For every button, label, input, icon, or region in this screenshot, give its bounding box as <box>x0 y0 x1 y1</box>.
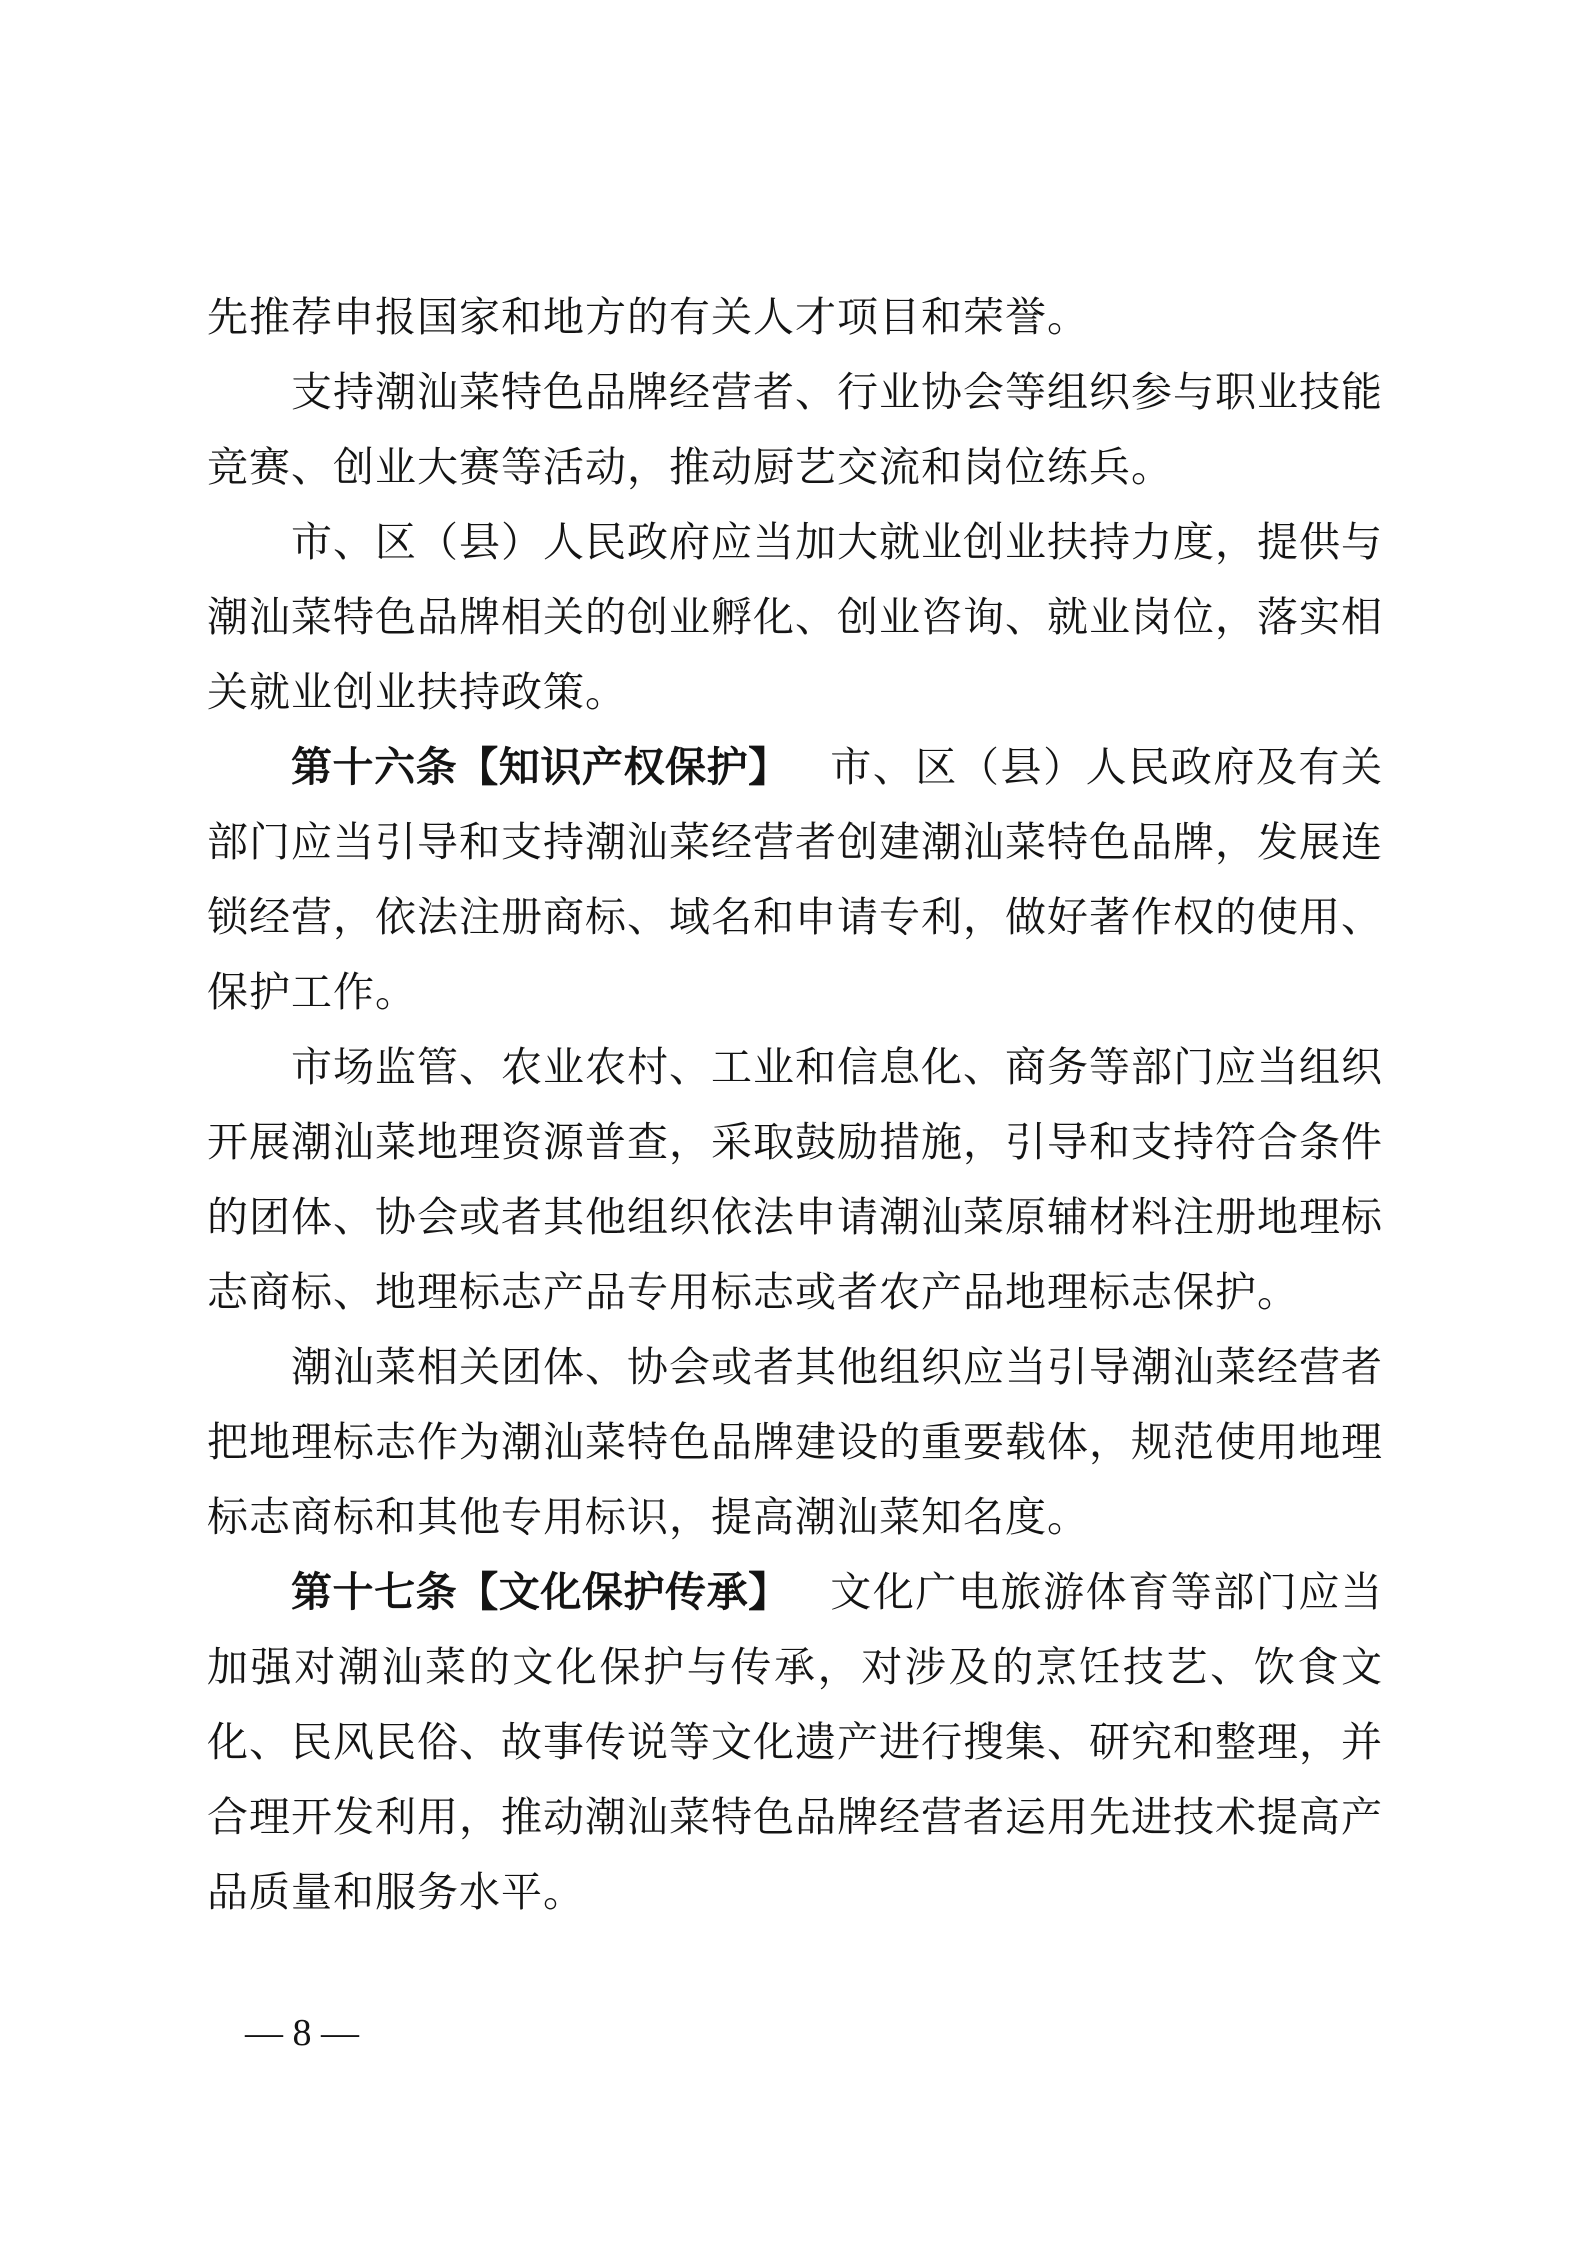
article-16-paragraph-geo-marks: 潮汕菜相关团体、协会或者其他组织应当引导潮汕菜经营者把地理标志作为潮汕菜特色品牌建设的重要载体，规范使用地理标志商标和其他专用标识，提高潮汕菜知名度。 <box>207 1343 1383 1541</box>
article-17-heading: 第十七条【文化保护传承】 <box>291 1568 790 1616</box>
paragraph-continuation: 先推荐申报国家和地方的有关人才项目和荣誉。 <box>207 293 1089 341</box>
article-17 <box>207 1555 1383 1930</box>
article-16 <box>207 730 1383 1030</box>
article-16-text: 市、区（县）人民政府及有关部门应当引导和支持潮汕菜经营者创建潮汕菜特色品牌，发展连锁经营，依法注册商标、域名和申请专利，做好著作权的使用、保护工作。 <box>207 743 1383 1016</box>
article-17-text: 文化广电旅游体育等部门应当加强对潮汕菜的文化保护与传承，对涉及的烹饪技艺、饮食文化、民风民俗、故事传说等文化遗产进行搜集、研究和整理，并合理开发利用，推动潮汕菜特色品牌经营者运用先进技术提高产品质量和服务水平。 <box>207 1568 1383 1916</box>
paragraph-skills-competition: 支持潮汕菜特色品牌经营者、行业协会等组织参与职业技能竞赛、创业大赛等活动，推动厨艺交流和岗位练兵。 <box>207 368 1383 491</box>
article-16-heading: 第十六条【知识产权保护】 <box>291 743 790 791</box>
article-16-paragraph-geo-resources: 市场监管、农业农村、工业和信息化、商务等部门应当组织开展潮汕菜地理资源普查，采取鼓励措施，引导和支持符合条件的团体、协会或者其他组织依法申请潮汕菜原辅材料注册地理标志商标、地理标志产品专用标志或者农产品地理标志保护。 <box>207 1043 1383 1316</box>
paragraph-employment-support: 市、区（县）人民政府应当加大就业创业扶持力度，提供与潮汕菜特色品牌相关的创业孵化、创业咨询、就业岗位，落实相关就业创业扶持政策。 <box>207 518 1383 716</box>
page-number: — 8 — <box>245 2012 359 2054</box>
document-page <box>207 280 1383 1930</box>
